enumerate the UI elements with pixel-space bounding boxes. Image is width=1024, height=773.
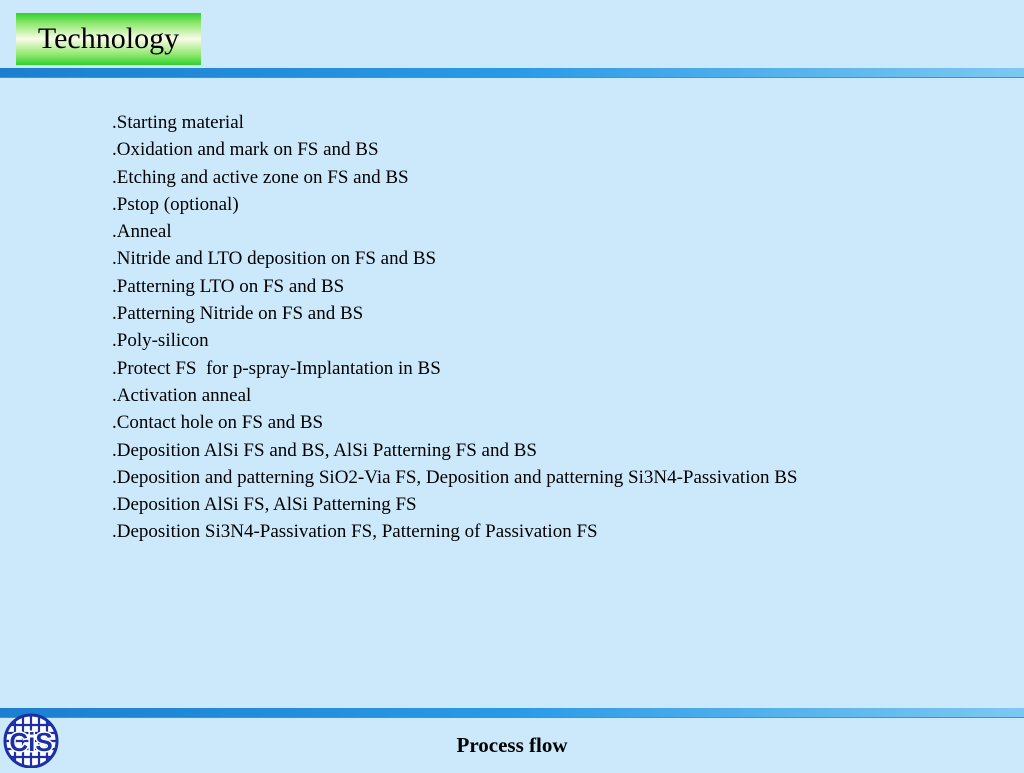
process-step: .Anneal xyxy=(112,221,172,243)
cis-logo-icon xyxy=(1,712,61,768)
header-divider-line xyxy=(0,77,1024,78)
page-title: Technology xyxy=(37,22,180,55)
process-step: .Starting material xyxy=(112,112,244,133)
footer-caption: Process flow xyxy=(456,733,568,757)
process-step: .Poly-silicon xyxy=(112,330,209,352)
process-step: .Pstop (optional) xyxy=(112,193,239,215)
process-step: .Deposition and patterning SiO2-Via FS, Deposition and patterning Si3N4-Passivation BS xyxy=(112,466,798,488)
process-step: .Activation anneal xyxy=(112,384,252,406)
process-step: .Contact hole on FS and BS xyxy=(112,412,324,434)
footer-divider-bar xyxy=(0,708,1024,717)
process-step: .Nitride and LTO deposition on FS and BS xyxy=(112,248,437,270)
process-step: .Deposition Si3N4-Passivation FS, Patterning of Passivation FS xyxy=(112,521,598,543)
process-step: .Deposition AlSi FS and BS, AlSi Patterning FS and BS xyxy=(112,439,537,461)
logo-text: CiS xyxy=(9,727,53,757)
process-step: .Oxidation and mark on FS and BS xyxy=(112,139,379,161)
process-steps-list xyxy=(112,109,797,546)
process-step: .Patterning Nitride on FS and BS xyxy=(112,303,364,325)
process-step: .Protect FS for p-spray-Implantation in BS xyxy=(112,357,441,379)
title-box xyxy=(16,13,201,65)
footer-divider-line xyxy=(0,717,1024,718)
process-step: .Deposition AlSi FS, AlSi Patterning FS xyxy=(112,494,417,516)
header-divider-bar xyxy=(0,68,1024,77)
process-step: .Patterning LTO on FS and BS xyxy=(112,275,345,297)
process-step: .Etching and active zone on FS and BS xyxy=(112,166,409,188)
